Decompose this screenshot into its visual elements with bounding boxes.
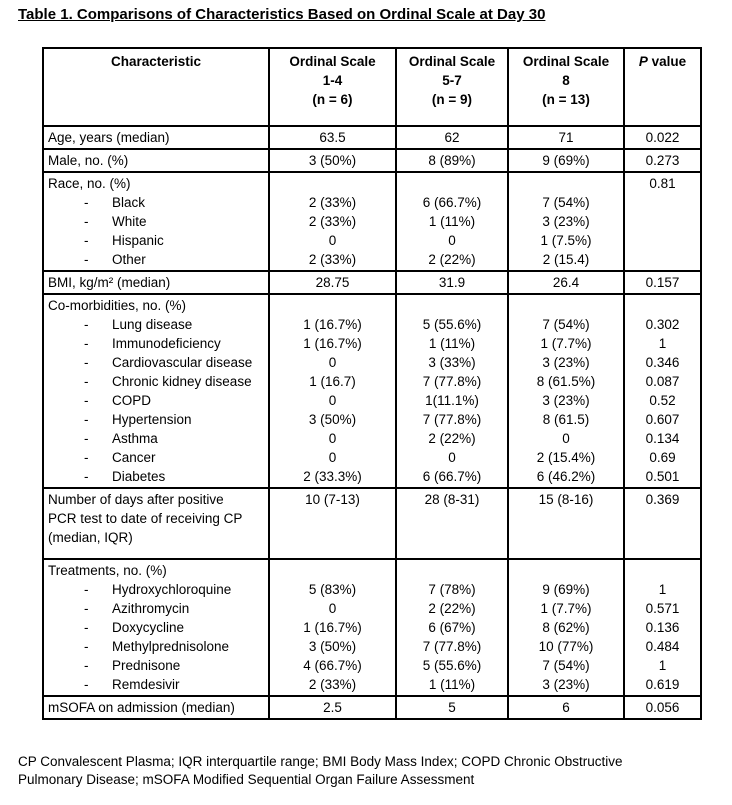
value-cell — [269, 294, 396, 488]
characteristic-cell — [43, 149, 269, 172]
cell-value: 3 (23%) — [542, 393, 590, 408]
dash-bullet: - — [84, 582, 89, 597]
sub-row-label — [48, 372, 264, 391]
cell-value: 9 (69%) — [542, 582, 590, 597]
p-value: 1 — [658, 336, 667, 351]
cell-value: 2 (22%) — [428, 601, 476, 616]
footnote-line-2: Pulmonary Disease; mSOFA Modified Sequential Organ Failure Assessment — [18, 772, 475, 787]
cell-value: 26.4 — [552, 275, 580, 290]
value-cell — [269, 696, 396, 719]
p-value: 0.619 — [645, 677, 680, 692]
value-cell — [508, 149, 624, 172]
cell-value: 9 (69%) — [542, 153, 590, 168]
row-label-text: Cancer — [112, 450, 156, 465]
cell-value — [401, 296, 503, 315]
p-value: 0.136 — [645, 620, 680, 635]
value-cell — [396, 126, 508, 149]
cell-value: 1 (11%) — [428, 677, 476, 692]
sub-row-label — [48, 315, 264, 334]
cell-value: 7 (54%) — [542, 195, 590, 210]
p-value: 0.157 — [645, 275, 680, 290]
header-ordinal-scale-2 — [396, 48, 508, 126]
cell-value — [401, 528, 503, 547]
cell-value — [513, 174, 619, 193]
cell-value — [513, 509, 619, 528]
header-line: 5-7 — [442, 73, 462, 88]
cell-value: 28.75 — [315, 275, 350, 290]
row-label-text: Age, years (median) — [48, 130, 170, 145]
sub-row-label — [48, 334, 264, 353]
header-ordinal-scale-3 — [508, 48, 624, 126]
row-label-text: Hydroxychloroquine — [112, 582, 232, 597]
row-label — [48, 174, 264, 193]
dash-bullet: - — [84, 677, 89, 692]
cell-value: 1 (16.7%) — [303, 620, 362, 635]
cell-value: 2 (22%) — [428, 252, 476, 267]
row-label — [48, 128, 264, 147]
sub-row-label — [48, 410, 264, 429]
cell-value: 7 (77.8%) — [422, 639, 482, 654]
cell-value — [274, 509, 391, 528]
p-value — [629, 250, 696, 269]
cell-value: 2 (33%) — [308, 677, 357, 692]
cell-value: 28 (8-31) — [424, 492, 480, 507]
cell-value: 2 (15.4%) — [536, 450, 596, 465]
row-label-text: Number of days after positive — [48, 492, 224, 507]
characteristics-table — [42, 47, 702, 720]
table-row — [43, 126, 701, 149]
row-label-text: PCR test to date of receiving CP — [48, 511, 243, 526]
sub-row-label — [48, 599, 264, 618]
p-value: 0.81 — [649, 176, 676, 191]
cell-value: 1 (11%) — [428, 214, 476, 229]
cell-value: 8 (89%) — [428, 153, 476, 168]
cell-value: 15 (8-16) — [538, 492, 594, 507]
cell-value — [513, 528, 619, 547]
value-cell — [396, 149, 508, 172]
cell-value: 1 (16.7) — [309, 374, 356, 389]
cell-value: 10 (7-13) — [305, 492, 360, 507]
header-line: Ordinal Scale — [408, 54, 496, 69]
characteristic-cell — [43, 172, 269, 271]
value-cell — [269, 559, 396, 696]
cell-value: 2 (15.4) — [542, 252, 590, 267]
cell-value: 1 (7.5%) — [540, 233, 592, 248]
cell-value: 8 (61.5%) — [536, 374, 596, 389]
cell-value: 0 — [328, 233, 337, 248]
sub-row-label — [48, 656, 264, 675]
footnote — [18, 753, 623, 789]
row-label — [48, 296, 264, 315]
p-value: 0.571 — [645, 601, 680, 616]
cell-value: 1 (11%) — [428, 336, 476, 351]
characteristic-cell — [43, 126, 269, 149]
p-value: 1 — [658, 658, 667, 673]
p-value-cell — [624, 172, 701, 271]
p-value — [629, 231, 696, 250]
value-cell — [396, 294, 508, 488]
value-cell — [508, 696, 624, 719]
cell-value: 5 (55.6%) — [422, 658, 482, 673]
row-label-text: (median, IQR) — [48, 530, 133, 545]
p-value: 0.273 — [645, 153, 680, 168]
dash-bullet: - — [84, 469, 89, 484]
sub-row-label — [48, 429, 264, 448]
value-cell — [396, 696, 508, 719]
dash-bullet: - — [84, 450, 89, 465]
sub-row-label — [48, 675, 264, 694]
cell-value: 4 (66.7%) — [303, 658, 362, 673]
table-row — [43, 294, 701, 488]
table-row — [43, 149, 701, 172]
cell-value — [274, 174, 391, 193]
cell-value — [401, 174, 503, 193]
value-cell — [508, 172, 624, 271]
header-line: Ordinal Scale — [289, 54, 376, 69]
row-label-text: Chronic kidney disease — [112, 374, 252, 389]
cell-value — [401, 561, 503, 580]
p-value-cell — [624, 126, 701, 149]
cell-value: 1 (16.7%) — [303, 317, 362, 332]
value-cell — [269, 172, 396, 271]
cell-value: 7 (78%) — [428, 582, 476, 597]
p-value: 0.346 — [645, 355, 680, 370]
cell-value: 8 (62%) — [542, 620, 590, 635]
value-cell — [508, 294, 624, 488]
cell-value: 0 — [328, 431, 337, 446]
p-value: 0.022 — [645, 130, 680, 145]
row-label-text: Azithromycin — [112, 601, 190, 616]
row-label — [48, 698, 264, 717]
cell-value: 1 (7.7%) — [540, 336, 592, 351]
row-label-text: Cardiovascular disease — [112, 355, 253, 370]
p-value: 0.607 — [645, 412, 680, 427]
cell-value — [274, 528, 391, 547]
row-label-text: COPD — [112, 393, 152, 408]
dash-bullet: - — [84, 233, 89, 248]
cell-value: 2 (33%) — [308, 252, 357, 267]
value-cell — [269, 488, 396, 559]
row-label — [48, 490, 264, 509]
header-ordinal-scale-1 — [269, 48, 396, 126]
cell-value: 1 (7.7%) — [540, 601, 592, 616]
value-cell — [269, 126, 396, 149]
header-line: 1-4 — [322, 73, 343, 88]
row-label-text: Other — [112, 252, 146, 267]
cell-value: 0 — [562, 431, 570, 446]
dash-bullet: - — [84, 374, 89, 389]
row-label-text: Remdesivir — [112, 677, 180, 692]
row-label-text: Diabetes — [112, 469, 166, 484]
value-cell — [396, 271, 508, 294]
p-value — [629, 561, 696, 580]
row-label-text: Treatments, no. (%) — [48, 563, 167, 578]
p-value — [629, 212, 696, 231]
p-value-label-rest: value — [651, 54, 687, 69]
dash-bullet: - — [84, 601, 89, 616]
characteristic-cell — [43, 294, 269, 488]
cell-value: 6 (66.7%) — [422, 469, 482, 484]
cell-value: 5 (83%) — [308, 582, 357, 597]
cell-value: 3 (50%) — [308, 412, 357, 427]
cell-value — [274, 561, 391, 580]
cell-value: 6 — [562, 700, 570, 715]
dash-bullet: - — [84, 393, 89, 408]
dash-bullet: - — [84, 639, 89, 654]
sub-row-label — [48, 637, 264, 656]
cell-value: 5 — [448, 700, 456, 715]
p-value-cell — [624, 696, 701, 719]
cell-value: 0 — [448, 450, 456, 465]
cell-value — [513, 561, 619, 580]
dash-bullet: - — [84, 214, 89, 229]
sub-row-label — [48, 250, 264, 269]
p-value: 0.69 — [649, 450, 676, 465]
cell-value: 7 (54%) — [542, 658, 590, 673]
p-value — [629, 509, 696, 528]
p-value — [629, 193, 696, 212]
header-characteristic: Characteristic — [43, 48, 269, 126]
dash-bullet: - — [84, 412, 89, 427]
cell-value: 3 (23%) — [542, 214, 590, 229]
row-label-text: Asthma — [112, 431, 158, 446]
dash-bullet: - — [84, 195, 89, 210]
table-title: Table 1. Comparisons of Characteristics Based on Ordinal Scale at Day 30 — [18, 6, 546, 23]
dash-bullet: - — [84, 317, 89, 332]
cell-value: 7 (54%) — [542, 317, 590, 332]
p-value — [629, 528, 696, 547]
row-label — [48, 509, 264, 528]
value-cell — [396, 172, 508, 271]
cell-value: 7 (77.8%) — [422, 374, 482, 389]
row-label-text: Male, no. (%) — [48, 153, 129, 168]
characteristic-cell — [43, 488, 269, 559]
row-label-text: White — [112, 214, 147, 229]
cell-value: 3 (33%) — [428, 355, 476, 370]
footnote-line-1: CP Convalescent Plasma; IQR interquartile range; BMI Body Mass Index; COPD Chronic Obstructive — [18, 754, 623, 769]
cell-value: 2 (33.3%) — [303, 469, 362, 484]
cell-value: 2 (33%) — [308, 195, 357, 210]
p-value-cell — [624, 149, 701, 172]
p-value: 1 — [658, 582, 667, 597]
sub-row-label — [48, 353, 264, 372]
p-value-cell — [624, 488, 701, 559]
value-cell — [508, 559, 624, 696]
cell-value: 6 (66.7%) — [422, 195, 482, 210]
row-label-text: mSOFA on admission (median) — [48, 700, 235, 715]
sub-row-label — [48, 467, 264, 486]
cell-value: 62 — [444, 130, 460, 145]
table-row — [43, 172, 701, 271]
p-value-italic-p: P — [638, 54, 648, 69]
cell-value — [401, 509, 503, 528]
row-label-text: Lung disease — [112, 317, 193, 332]
table-row — [43, 696, 701, 719]
cell-value: 6 (46.2%) — [536, 469, 596, 484]
cell-value: 71 — [558, 130, 574, 145]
cell-value: 0 — [328, 450, 337, 465]
sub-row-label — [48, 391, 264, 410]
header-line: 8 — [562, 73, 570, 88]
p-value-cell — [624, 559, 701, 696]
sub-row-label — [48, 580, 264, 599]
table-row — [43, 488, 701, 559]
value-cell — [508, 488, 624, 559]
cell-value: 0 — [448, 233, 456, 248]
p-value-cell — [624, 294, 701, 488]
dash-bullet: - — [84, 336, 89, 351]
value-cell — [508, 126, 624, 149]
header-line: (n = 9) — [431, 92, 473, 107]
sub-row-label — [48, 231, 264, 250]
p-value: 0.501 — [645, 469, 680, 484]
table-row — [43, 271, 701, 294]
p-value: 0.369 — [645, 492, 680, 507]
row-label-text: Co-morbidities, no. (%) — [48, 298, 187, 313]
row-label — [48, 273, 264, 292]
cell-value: 0 — [328, 393, 337, 408]
characteristic-cell — [43, 271, 269, 294]
value-cell — [269, 149, 396, 172]
header-p-value — [624, 48, 701, 126]
p-value-cell — [624, 271, 701, 294]
sub-row-label — [48, 193, 264, 212]
row-label-text: Methylprednisolone — [112, 639, 230, 654]
header-line: Ordinal Scale — [522, 54, 610, 69]
row-label-text: Black — [112, 195, 146, 210]
dash-bullet: - — [84, 355, 89, 370]
cell-value: 1 (16.7%) — [303, 336, 362, 351]
table-row — [43, 559, 701, 696]
characteristic-cell — [43, 696, 269, 719]
cell-value: 0 — [328, 601, 337, 616]
value-cell — [396, 488, 508, 559]
row-label-text: Hispanic — [112, 233, 164, 248]
row-label-text: Hypertension — [112, 412, 192, 427]
sub-row-label — [48, 448, 264, 467]
p-value — [629, 296, 696, 315]
p-value: 0.056 — [645, 700, 680, 715]
cell-value: 8 (61.5) — [542, 412, 590, 427]
value-cell — [508, 271, 624, 294]
value-cell — [269, 271, 396, 294]
cell-value: 63.5 — [319, 130, 346, 145]
dash-bullet: - — [84, 252, 89, 267]
dash-bullet: - — [84, 431, 89, 446]
row-label — [48, 528, 264, 547]
row-label-text: Doxycycline — [112, 620, 185, 635]
sub-row-label — [48, 212, 264, 231]
dash-bullet: - — [84, 620, 89, 635]
p-value: 0.484 — [645, 639, 680, 654]
cell-value: 31.9 — [438, 275, 466, 290]
cell-value: 2 (22%) — [428, 431, 476, 446]
characteristic-cell — [43, 559, 269, 696]
cell-value: 5 (55.6%) — [422, 317, 482, 332]
p-value: 0.134 — [645, 431, 680, 446]
cell-value: 10 (77%) — [538, 639, 594, 654]
cell-value: 7 (77.8%) — [422, 412, 482, 427]
row-label-text: Prednisone — [112, 658, 181, 673]
cell-value — [274, 296, 391, 315]
p-value: 0.302 — [645, 317, 680, 332]
row-label-text: BMI, kg/m² (median) — [48, 275, 171, 290]
row-label — [48, 561, 264, 580]
row-label — [48, 151, 264, 170]
sub-row-label — [48, 618, 264, 637]
cell-value: 3 (23%) — [542, 355, 590, 370]
cell-value: 2 (33%) — [308, 214, 357, 229]
p-value: 0.52 — [649, 393, 676, 408]
value-cell — [396, 559, 508, 696]
cell-value: 3 (50%) — [308, 639, 357, 654]
cell-value: 3 (23%) — [542, 677, 590, 692]
cell-value: 6 (67%) — [428, 620, 476, 635]
p-value: 0.087 — [645, 374, 680, 389]
cell-value: 2.5 — [323, 700, 342, 715]
dash-bullet: - — [84, 658, 89, 673]
cell-value: 1(11.1%) — [425, 393, 479, 408]
header-line: (n = 6) — [312, 92, 353, 107]
cell-value — [513, 296, 619, 315]
cell-value: 0 — [328, 355, 337, 370]
header-row — [43, 48, 701, 126]
cell-value: 3 (50%) — [308, 153, 357, 168]
row-label-text: Immunodeficiency — [112, 336, 221, 351]
row-label-text: Race, no. (%) — [48, 176, 131, 191]
header-line: (n = 13) — [542, 92, 590, 107]
